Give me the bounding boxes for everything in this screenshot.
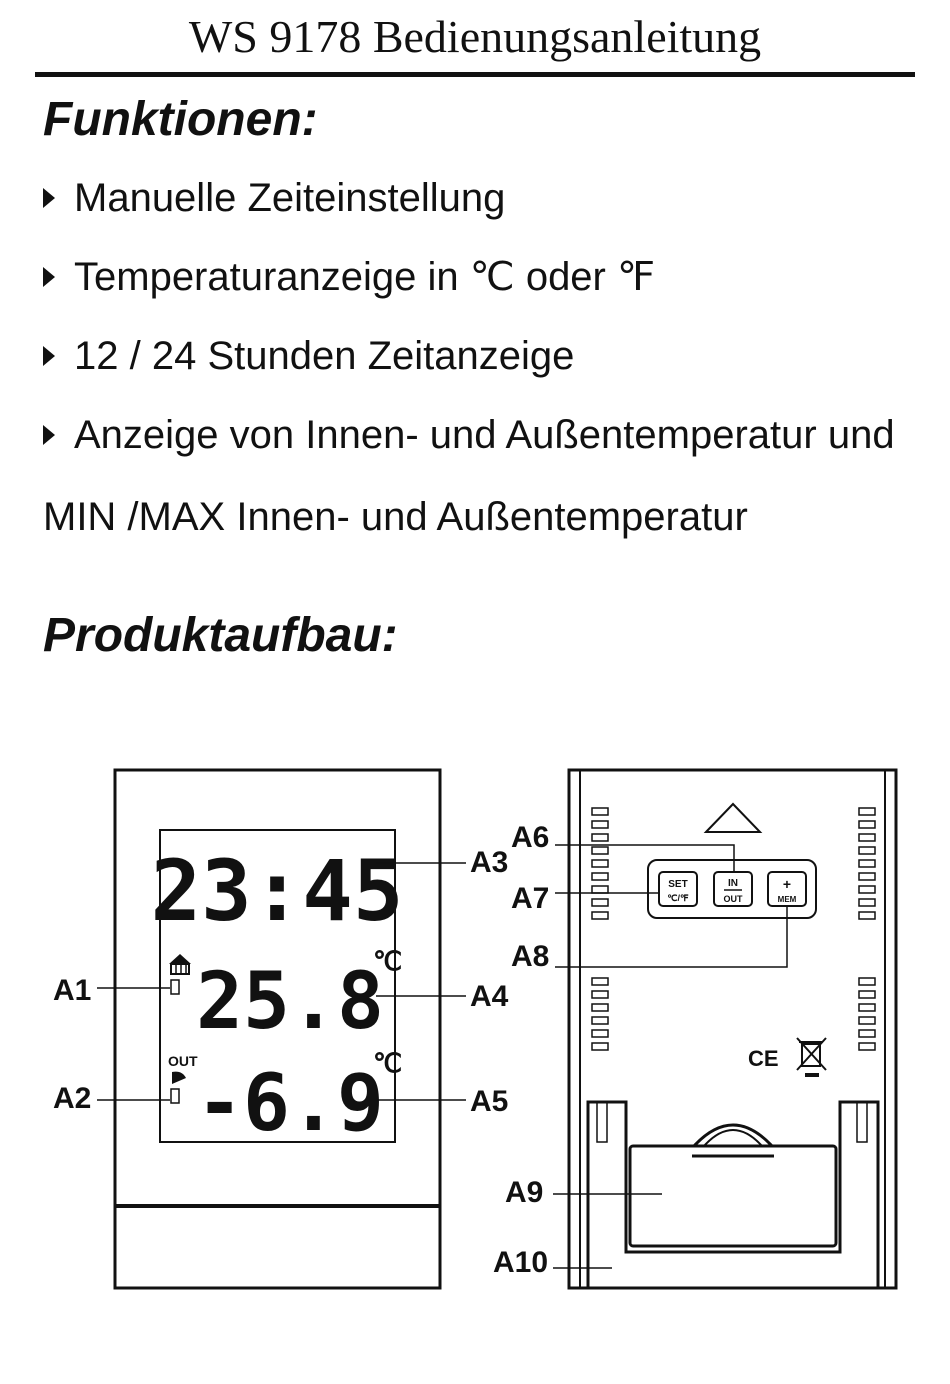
vent-slot [592,1017,608,1024]
vent-slot [592,886,608,893]
time-display: 23:45 [150,842,404,940]
feature-text: 12 / 24 Stunden Zeitanzeige [74,334,575,378]
vent-slot [859,899,875,906]
outdoor-unit-symbol: ℃ [373,1049,403,1079]
indoor-battery-icon [171,980,179,994]
vent-slot [859,1030,875,1037]
callout-line [555,845,734,872]
vent-slot [859,978,875,985]
vent-slot [859,1004,875,1011]
vent-slot [859,834,875,841]
set-button-sublabel: ℃/℉ [667,893,689,903]
callout-line [555,906,787,967]
outdoor-battery-icon [171,1089,179,1103]
ce-mark: CE [748,1046,779,1071]
vent-slot [859,886,875,893]
vent-slot [592,821,608,828]
stand-hinge-right [857,1102,867,1142]
bullet-triangle-icon [43,346,55,366]
in-out-button[interactable] [714,872,752,906]
document-title: WS 9178 Bedienungsanleitung [188,11,762,62]
vent-slot [592,991,608,998]
feature-item [43,412,895,458]
vent-slot [592,912,608,919]
plus-mem-button[interactable] [768,872,806,906]
battery-compartment [630,1146,836,1246]
outdoor-signal-icon [172,1072,186,1084]
back-view [493,770,896,1288]
hanging-hole-icon [706,804,760,832]
front-view [53,770,509,1288]
feature-text: Temperaturanzeige in ℃ oder ℉ [74,255,656,299]
feature-text: Anzeige von Innen- und Außentemperatur und [74,413,895,457]
callout-a3: A3 [470,846,509,879]
vent-slot [859,808,875,815]
mem-button-label: MEM [777,895,797,904]
product-heading: Produktaufbau: [43,609,398,662]
feature-item [43,333,574,379]
title-rule [35,72,915,77]
out-label: OUT [168,1053,198,1069]
feature-continuation: MIN /MAX Innen- und Außentemperatur [43,495,748,539]
back-housing [569,770,896,1288]
vent-slot [859,912,875,919]
product-diagram [0,700,950,1310]
vent-slot [592,834,608,841]
vent-slot [859,847,875,854]
set-button-label: SET [668,879,688,890]
out-button-label: OUT [723,894,743,904]
vent-slot [592,899,608,906]
callout-a1: A1 [53,974,92,1007]
outdoor-temp-display: -6.9 [196,1059,384,1149]
callout-a10: A10 [493,1246,549,1279]
vent-slot [592,873,608,880]
feature-text: Manuelle Zeiteinstellung [74,176,506,220]
set-button[interactable] [659,872,697,906]
bullet-triangle-icon [43,425,55,445]
vent-slot [592,1043,608,1050]
in-button-label: IN [728,878,738,889]
weee-bin-icon [797,1038,826,1077]
vent-slot [859,860,875,867]
functions-heading: Funktionen: [43,93,318,146]
vent-slot [592,1030,608,1037]
callout-a8: A8 [511,940,550,973]
stand-hinge-left [597,1102,607,1142]
feature-item [43,175,505,221]
callout-a7: A7 [511,882,550,915]
callout-a2: A2 [53,1082,92,1115]
plus-button-label: + [782,876,792,892]
vent-slot [592,978,608,985]
vent-slot [859,873,875,880]
vent-slot [859,991,875,998]
vent-slot [592,860,608,867]
callout-a5: A5 [470,1085,509,1118]
feature-item [43,254,655,300]
indoor-house-icon [169,954,191,974]
callout-a6: A6 [511,821,550,854]
vent-slot [859,821,875,828]
bullet-triangle-icon [43,267,55,287]
vent-slot [859,1017,875,1024]
callout-a9: A9 [505,1176,544,1209]
vent-slot [592,808,608,815]
callout-a4: A4 [470,980,509,1013]
vent-slot [592,1004,608,1011]
indoor-temp-display: 25.8 [196,957,384,1047]
vent-slot [592,847,608,854]
indoor-unit-symbol: ℃ [373,947,403,977]
bullet-triangle-icon [43,188,55,208]
vent-slot [859,1043,875,1050]
